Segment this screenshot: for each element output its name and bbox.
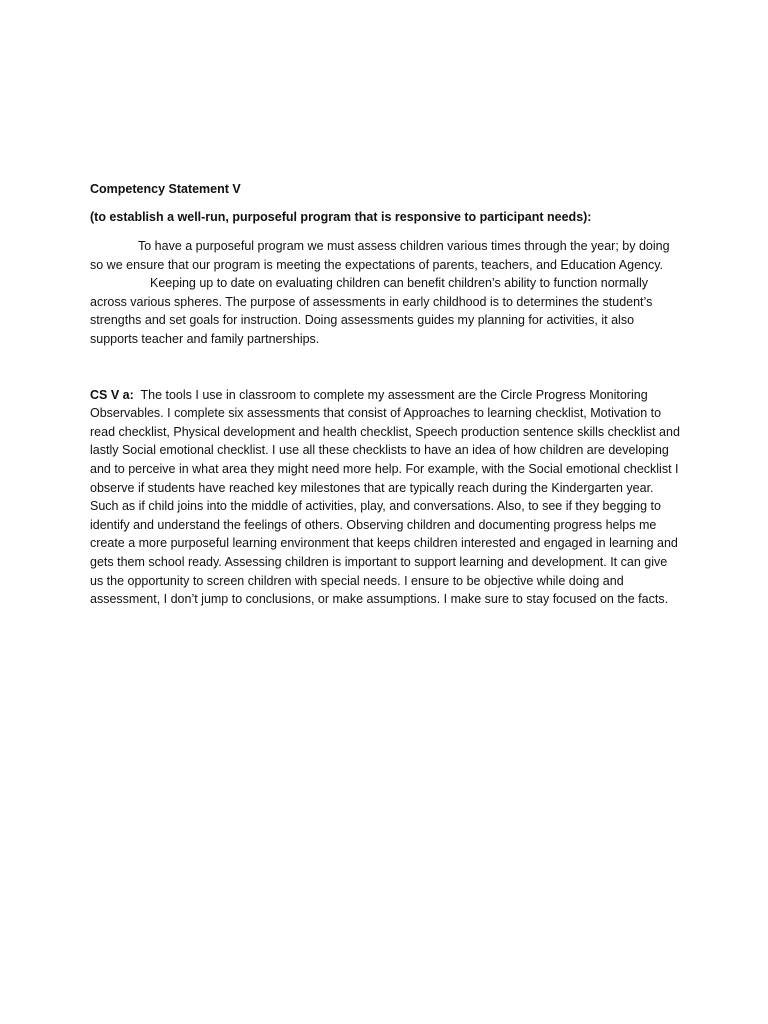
- cs-label: CS V a:: [90, 387, 134, 402]
- document-content: [90, 180, 682, 609]
- paragraph-evaluation: Keeping up to date on evaluating children can benefit children’s ability to function normally across various spheres. The purpose of assessments in early childhood is to determines the student’s strengths and set goals for instruction. Doing assessments guides my planning for activities, it also supports teacher and family partnerships.: [90, 276, 653, 346]
- document-subtitle: (to establish a well-run, purposeful program that is responsive to participant needs):: [90, 210, 592, 224]
- cs-body: The tools I use in classroom to complete my assessment are the Circle Progress Monitoring Observables. I complete six assessments that consist of Approaches to learning checklist, Motivation to read checklist, Physical development and health checklist, Speech production sentence skills checklist and lastly Social emotional checklist. I use all these checklists to have an idea of how children are developing and to perceive in what area they might need more help. For example, with the Social emotional checklist I observe if students have reached key milestones that are typically reach during the Kindergarten year. Such as if child joins into the middle of activities, play, and conversations. Also, to see if they begging to identify and understand the feelings of others. Observing children and documenting progress helps me create a more purposeful learning environment that keeps children interested and engaged in learning and gets them school ready. Assessing children is important to support learning and development. It can give us the opportunity to screen children with special needs. I ensure to be objective while doing and assessment, I don’t jump to conclusions, or make assumptions. I make sure to stay focused on the facts.: [90, 387, 680, 607]
- paragraph-intro: To have a purposeful program we must assess children various times through the year; by doing so we ensure that our program is meeting the expectations of parents, teachers, and Education Agency.: [90, 239, 670, 272]
- cs-section: [90, 386, 682, 609]
- document-title: Competency Statement V: [90, 182, 241, 196]
